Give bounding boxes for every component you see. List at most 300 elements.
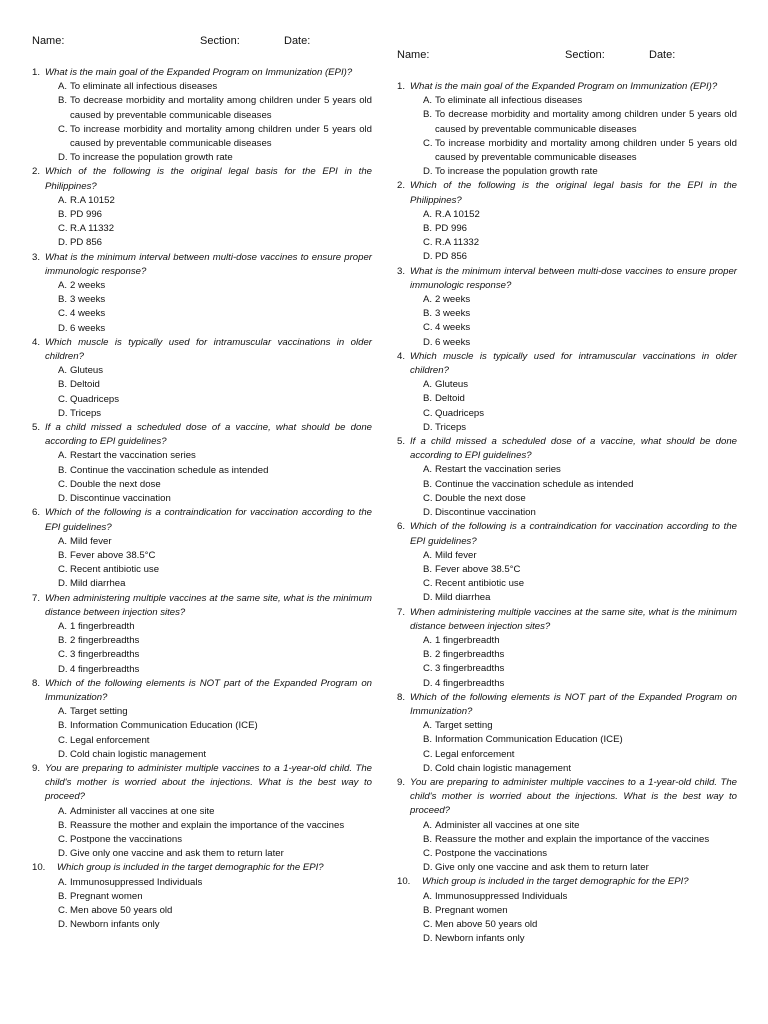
answer-option: [32, 634, 372, 648]
option-letter: C.: [423, 578, 433, 590]
option-letter: D.: [58, 407, 68, 419]
answer-option: [397, 336, 737, 350]
option-text: Fever above 38.5°C: [435, 563, 521, 575]
option-text: 6 weeks: [70, 322, 106, 334]
question-stem: [397, 80, 737, 94]
option-letter: C.: [58, 904, 68, 916]
option-letter: D.: [423, 336, 433, 348]
option-letter: D.: [423, 762, 433, 774]
answer-option: [32, 734, 372, 748]
option-text: 2 weeks: [435, 294, 471, 306]
answer-option: [397, 222, 737, 236]
option-letter: A.: [58, 535, 68, 547]
answer-option: [397, 662, 737, 676]
option-text: 1 fingerbreadth: [70, 620, 135, 632]
option-letter: B.: [58, 549, 68, 561]
answer-option: [32, 407, 372, 421]
option-text: 1 fingerbreadth: [435, 634, 500, 646]
option-text: To decrease morbidity and mortality among children under 5 years old caused by preventable communicable diseases: [70, 95, 372, 121]
option-text: Give only one vaccine and ask them to return later: [435, 862, 649, 874]
answer-option: [32, 549, 372, 563]
option-letter: C.: [58, 393, 68, 405]
answer-option: [397, 577, 737, 591]
question-number: 8.: [32, 677, 41, 689]
answer-option: [32, 876, 372, 890]
option-letter: B.: [423, 734, 433, 746]
question-number: 1.: [397, 81, 406, 92]
answer-option: [32, 151, 372, 165]
question-stem: [32, 506, 372, 534]
answer-option: [397, 250, 737, 264]
answer-option: [397, 890, 737, 904]
answer-option: [397, 563, 737, 577]
option-letter: D.: [423, 421, 433, 433]
option-letter: A.: [58, 450, 68, 462]
option-letter: D.: [58, 152, 68, 164]
question-number: 4.: [32, 336, 41, 348]
question-number: 7.: [32, 592, 41, 604]
answer-option: [32, 364, 372, 378]
option-text: 2 fingerbreadths: [70, 635, 140, 647]
option-letter: B.: [58, 819, 68, 831]
section-label: Section:: [200, 35, 240, 47]
option-text: Double the next dose: [435, 492, 526, 504]
answer-option: [397, 677, 737, 691]
question-item: [32, 592, 372, 677]
option-letter: B.: [423, 109, 433, 121]
answer-option: [32, 620, 372, 634]
answer-option: [32, 918, 372, 932]
question-text: When administering multiple vaccines at the same site, what is the minimum distance between injection sites?: [45, 592, 372, 618]
question-item: [397, 435, 737, 520]
question-number: 10.: [397, 876, 411, 888]
answer-option: [32, 847, 372, 861]
option-text: PD 996: [70, 209, 102, 221]
option-text: Legal enforcement: [70, 734, 150, 746]
question-stem: [32, 421, 372, 449]
option-letter: C.: [58, 564, 68, 576]
option-text: Mild diarrhea: [70, 578, 126, 590]
option-letter: D.: [58, 748, 68, 760]
quiz-copy-right: [397, 48, 737, 946]
answer-option: [397, 108, 737, 136]
question-number: 3.: [32, 251, 41, 263]
question-text: Which of the following is the original legal basis for the EPI in the Philippines?: [410, 180, 737, 206]
option-letter: A.: [58, 81, 68, 93]
answer-option: [32, 208, 372, 222]
option-text: PD 996: [435, 223, 467, 235]
option-text: Target setting: [435, 720, 493, 732]
answer-option: [397, 648, 737, 662]
option-text: 3 fingerbreadths: [435, 663, 505, 675]
answer-option: [397, 492, 737, 506]
option-text: Postpone the vaccinations: [435, 847, 548, 859]
option-text: Fever above 38.5°C: [70, 549, 156, 561]
question-item: [397, 606, 737, 691]
option-letter: C.: [58, 223, 68, 235]
option-text: Deltoid: [70, 379, 100, 391]
answer-option: [397, 478, 737, 492]
answer-option: [32, 748, 372, 762]
option-text: To increase morbidity and mortality among children under 5 years old caused by preventable communicable diseases: [435, 137, 737, 164]
option-text: Gluteus: [435, 379, 469, 391]
option-letter: D.: [58, 848, 68, 860]
question-list: [32, 66, 372, 932]
option-text: 4 weeks: [435, 322, 471, 334]
question-text: What is the main goal of the Expanded Program on Immunization (EPI)?: [410, 81, 718, 92]
option-letter: D.: [423, 166, 433, 178]
option-letter: B.: [423, 478, 433, 490]
option-text: Pregnant women: [70, 890, 143, 902]
question-stem: [397, 435, 737, 463]
answer-option: [397, 932, 737, 946]
question-text: Which of the following is a contraindication for vaccination according to the EPI guidelines?: [410, 521, 737, 547]
option-letter: B.: [58, 635, 68, 647]
name-label: Name:: [32, 35, 65, 47]
option-letter: A.: [423, 549, 433, 561]
section-label: Section:: [565, 49, 605, 61]
answer-option: [397, 378, 737, 392]
question-text: When administering multiple vaccines at the same site, what is the minimum distance between injection sites?: [410, 606, 737, 632]
option-letter: A.: [58, 620, 68, 632]
answer-option: [397, 307, 737, 321]
option-letter: B.: [423, 308, 433, 320]
option-text: Deltoid: [435, 393, 465, 405]
option-text: To increase the population growth rate: [435, 166, 598, 178]
answer-option: [397, 591, 737, 605]
question-item: [397, 350, 737, 435]
question-stem: [32, 251, 372, 279]
answer-option: [397, 634, 737, 648]
option-text: R.A 11332: [70, 223, 115, 235]
answer-option: [397, 392, 737, 406]
option-text: Continue the vaccination schedule as intended: [70, 464, 269, 476]
question-text: What is the minimum interval between multi-dose vaccines to ensure proper immunologic response?: [410, 265, 737, 291]
option-text: Administer all vaccines at one site: [435, 819, 580, 831]
answer-option: [32, 577, 372, 591]
option-text: Restart the vaccination series: [70, 450, 196, 462]
option-text: Men above 50 years old: [70, 904, 173, 916]
option-text: PD 856: [435, 251, 467, 263]
option-text: 2 fingerbreadths: [435, 649, 505, 661]
answer-option: [32, 293, 372, 307]
option-letter: B.: [58, 95, 68, 107]
question-number: 5.: [397, 436, 406, 448]
question-number: 3.: [397, 265, 406, 277]
option-text: Discontinue vaccination: [70, 493, 171, 505]
option-letter: A.: [423, 208, 433, 220]
option-letter: C.: [58, 308, 68, 320]
question-stem: [397, 350, 737, 378]
option-letter: D.: [423, 862, 433, 874]
answer-option: [32, 378, 372, 392]
option-letter: C.: [423, 407, 433, 419]
option-letter: C.: [423, 492, 433, 504]
question-stem: [32, 592, 372, 620]
answer-option: [32, 819, 372, 833]
option-text: 2 weeks: [70, 280, 106, 292]
question-stem: [397, 265, 737, 293]
option-text: R.A 10152: [70, 194, 115, 206]
option-letter: D.: [423, 251, 433, 263]
answer-option: [397, 549, 737, 563]
option-letter: D.: [423, 677, 433, 689]
option-text: Information Communication Education (ICE): [435, 734, 623, 746]
option-text: Mild fever: [70, 535, 112, 547]
option-letter: A.: [58, 194, 68, 206]
question-item: [32, 165, 372, 250]
question-number: 6.: [32, 507, 41, 519]
answer-option: [397, 463, 737, 477]
question-text: Which of the following is a contraindication for vaccination according to the EPI guidelines?: [45, 507, 372, 533]
option-text: 4 fingerbreadths: [70, 663, 140, 675]
answer-option: [397, 918, 737, 932]
option-text: Newborn infants only: [70, 919, 160, 931]
option-letter: D.: [423, 592, 433, 604]
option-text: To increase morbidity and mortality among children under 5 years old caused by preventable communicable diseases: [70, 123, 372, 150]
question-number: 8.: [397, 691, 406, 703]
answer-option: [32, 279, 372, 293]
option-letter: C.: [423, 663, 433, 675]
question-text: You are preparing to administer multiple vaccines to a 1-year-old child. The child's mother is worried about the injections. What is the best way to proceed?: [45, 762, 372, 803]
answer-option: [32, 478, 372, 492]
option-text: R.A 10152: [435, 208, 480, 220]
answer-option: [32, 890, 372, 904]
question-item: [397, 776, 737, 875]
option-text: Reassure the mother and explain the importance of the vaccines: [435, 833, 710, 845]
answer-option: [397, 506, 737, 520]
question-stem: [32, 165, 372, 193]
question-number: 7.: [397, 606, 406, 618]
answer-option: [32, 80, 372, 94]
answer-option: [397, 137, 737, 165]
question-number: 1.: [32, 67, 41, 78]
option-text: 3 fingerbreadths: [70, 649, 140, 661]
answer-option: [397, 819, 737, 833]
option-text: Quadriceps: [70, 393, 120, 405]
answer-option: [397, 762, 737, 776]
question-text: If a child missed a scheduled dose of a vaccine, what should be done according to EPI guidelines?: [410, 436, 737, 462]
option-letter: D.: [58, 663, 68, 675]
question-text: Which group is included in the target demographic for the EPI?: [57, 862, 324, 874]
option-text: Reassure the mother and explain the importance of the vaccines: [70, 819, 345, 831]
option-letter: D.: [58, 237, 68, 249]
question-stem: [397, 776, 737, 819]
answer-option: [32, 833, 372, 847]
question-stem: [397, 875, 737, 889]
option-text: Continue the vaccination schedule as intended: [435, 478, 634, 490]
option-text: Triceps: [70, 407, 102, 419]
option-text: Discontinue vaccination: [435, 507, 536, 519]
option-text: Administer all vaccines at one site: [70, 805, 215, 817]
option-letter: B.: [58, 720, 68, 732]
question-text: Which of the following is the original legal basis for the EPI in the Philippines?: [45, 166, 372, 192]
answer-option: [32, 805, 372, 819]
option-text: Triceps: [435, 421, 467, 433]
option-letter: C.: [423, 847, 433, 859]
question-item: [32, 506, 372, 591]
option-text: 6 weeks: [435, 336, 471, 348]
option-letter: C.: [58, 734, 68, 746]
option-text: Cold chain logistic management: [435, 762, 571, 774]
question-item: [397, 265, 737, 350]
option-letter: B.: [58, 379, 68, 391]
date-label: Date:: [649, 49, 676, 61]
option-letter: B.: [423, 393, 433, 405]
question-item: [397, 80, 737, 179]
option-letter: D.: [58, 919, 68, 931]
option-letter: C.: [58, 649, 68, 661]
answer-option: [397, 719, 737, 733]
option-text: 3 weeks: [435, 308, 471, 320]
option-letter: A.: [423, 294, 433, 306]
answer-option: [32, 719, 372, 733]
option-text: Immunosuppressed Individuals: [435, 890, 568, 902]
option-letter: A.: [423, 95, 433, 107]
option-text: Immunosuppressed Individuals: [70, 876, 203, 888]
question-item: [32, 861, 372, 932]
question-stem: [397, 520, 737, 548]
question-text: You are preparing to administer multiple vaccines to a 1-year-old child. The child's mother is worried about the injections. What is the best way to proceed?: [410, 776, 737, 817]
answer-option: [32, 535, 372, 549]
option-text: Gluteus: [70, 365, 104, 377]
question-item: [32, 336, 372, 421]
quiz-header: [397, 48, 737, 68]
question-text: Which of the following elements is NOT part of the Expanded Program on Immunization?: [410, 691, 737, 717]
question-number: 2.: [32, 166, 41, 178]
option-letter: C.: [423, 237, 433, 249]
answer-option: [32, 236, 372, 250]
option-text: Restart the vaccination series: [435, 464, 561, 476]
question-item: [397, 691, 737, 776]
answer-option: [397, 208, 737, 222]
option-letter: B.: [58, 464, 68, 476]
question-item: [32, 677, 372, 762]
option-text: Mild diarrhea: [435, 592, 491, 604]
option-text: Recent antibiotic use: [435, 578, 525, 590]
question-list: [397, 80, 737, 946]
answer-option: [32, 322, 372, 336]
answer-option: [32, 393, 372, 407]
question-stem: [32, 66, 372, 80]
question-text: Which group is included in the target demographic for the EPI?: [422, 876, 689, 888]
option-text: To increase the population growth rate: [70, 152, 233, 164]
option-letter: C.: [423, 322, 433, 334]
option-letter: B.: [423, 833, 433, 845]
question-item: [32, 66, 372, 165]
option-text: To decrease morbidity and mortality among children under 5 years old caused by preventable communicable diseases: [435, 109, 737, 135]
option-letter: C.: [423, 918, 433, 930]
answer-option: [397, 321, 737, 335]
answer-option: [397, 165, 737, 179]
option-letter: A.: [58, 805, 68, 817]
option-text: Newborn infants only: [435, 933, 525, 945]
question-item: [397, 520, 737, 605]
option-text: Mild fever: [435, 549, 477, 561]
answer-option: [397, 421, 737, 435]
option-text: Legal enforcement: [435, 748, 515, 760]
option-text: Pregnant women: [435, 904, 508, 916]
date-label: Date:: [284, 35, 311, 47]
answer-option: [32, 648, 372, 662]
question-item: [32, 421, 372, 506]
option-letter: A.: [423, 819, 433, 831]
answer-option: [397, 733, 737, 747]
option-text: Quadriceps: [435, 407, 485, 419]
option-text: Men above 50 years old: [435, 918, 538, 930]
option-letter: B.: [58, 294, 68, 306]
question-number: 5.: [32, 422, 41, 434]
option-letter: A.: [423, 890, 433, 902]
answer-option: [397, 94, 737, 108]
name-label: Name:: [397, 49, 430, 61]
option-letter: A.: [423, 720, 433, 732]
option-letter: D.: [58, 322, 68, 334]
option-letter: C.: [423, 748, 433, 760]
option-text: 4 fingerbreadths: [435, 677, 505, 689]
question-number: 10.: [32, 862, 46, 874]
answer-option: [397, 748, 737, 762]
question-text: Which muscle is typically used for intramuscular vaccinations in older children?: [45, 336, 372, 363]
question-number: 6.: [397, 521, 406, 533]
option-letter: B.: [423, 223, 433, 235]
option-letter: D.: [58, 578, 68, 590]
question-item: [32, 762, 372, 861]
answer-option: [32, 705, 372, 719]
answer-option: [32, 449, 372, 463]
option-letter: B.: [423, 563, 433, 575]
answer-option: [397, 293, 737, 307]
answer-option: [32, 904, 372, 918]
answer-option: [397, 904, 737, 918]
question-number: 9.: [32, 762, 41, 774]
option-letter: B.: [423, 649, 433, 661]
question-stem: [32, 762, 372, 805]
answer-option: [32, 123, 372, 151]
question-text: Which muscle is typically used for intramuscular vaccinations in older children?: [410, 350, 737, 377]
option-letter: B.: [58, 890, 68, 902]
question-item: [32, 251, 372, 336]
question-stem: [32, 336, 372, 364]
option-text: To eliminate all infectious diseases: [70, 81, 218, 93]
option-text: Postpone the vaccinations: [70, 833, 183, 845]
question-stem: [397, 606, 737, 634]
answer-option: [32, 563, 372, 577]
option-letter: A.: [423, 379, 433, 391]
option-letter: A.: [423, 634, 433, 646]
question-text: What is the main goal of the Expanded Program on Immunization (EPI)?: [45, 67, 353, 78]
question-number: 2.: [397, 180, 406, 192]
option-text: Cold chain logistic management: [70, 748, 206, 760]
option-letter: A.: [58, 365, 68, 377]
option-text: PD 856: [70, 237, 102, 249]
option-text: To eliminate all infectious diseases: [435, 95, 583, 107]
option-text: R.A 11332: [435, 237, 480, 249]
question-stem: [397, 691, 737, 719]
option-letter: B.: [58, 209, 68, 221]
option-text: Give only one vaccine and ask them to return later: [70, 848, 284, 860]
quiz-copy-left: [32, 34, 372, 932]
option-letter: C.: [423, 137, 433, 149]
answer-option: [32, 194, 372, 208]
question-item: [397, 179, 737, 264]
question-text: What is the minimum interval between multi-dose vaccines to ensure proper immunologic response?: [45, 251, 372, 277]
option-letter: A.: [58, 876, 68, 888]
answer-option: [32, 307, 372, 321]
question-stem: [32, 861, 372, 875]
answer-option: [397, 236, 737, 250]
answer-option: [397, 847, 737, 861]
